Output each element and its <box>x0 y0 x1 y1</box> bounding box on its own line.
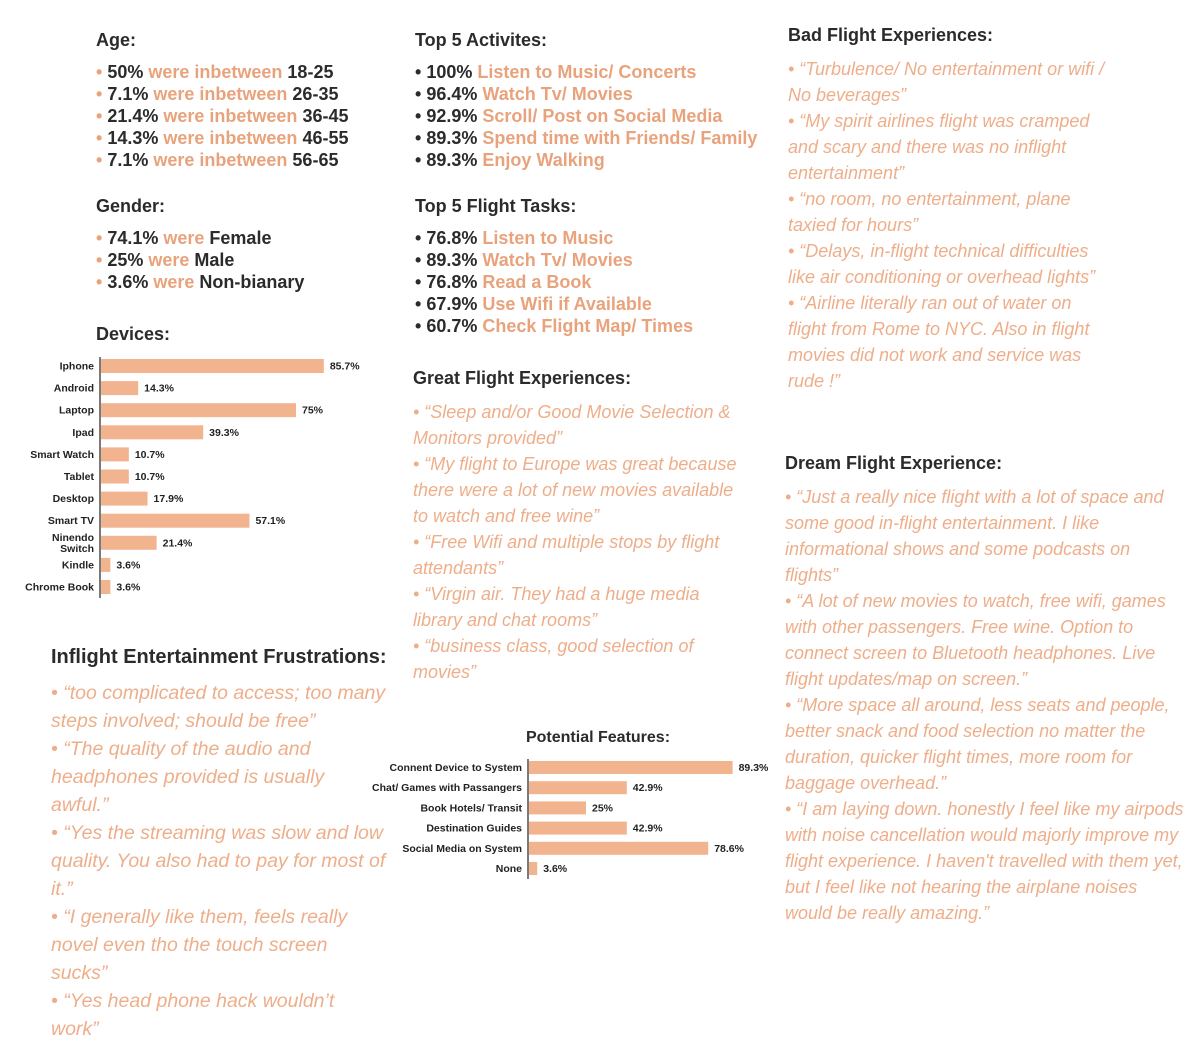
activity-item <box>415 149 757 171</box>
bullet: • <box>415 272 427 292</box>
bad-section <box>788 25 1108 394</box>
category-label: Smart TV <box>47 515 94 528</box>
bar <box>101 381 138 395</box>
quote-item: • “Turbulence/ No entertainment or wifi / No beverages” <box>788 59 1105 105</box>
data-label: 85.7% <box>329 360 360 373</box>
category-label: Connent Device to System <box>389 762 522 774</box>
activities-heading: Top 5 Activites: <box>415 30 548 50</box>
category-label: Desktop <box>52 493 94 506</box>
data-label: 89.3% <box>738 762 769 774</box>
activities-list <box>415 61 757 171</box>
activity-pct: 100% <box>426 62 473 82</box>
great-quotes <box>413 399 753 685</box>
bullet: • <box>96 106 108 126</box>
age-text: were inbetween <box>163 128 298 148</box>
gender-value: Non-bianary <box>199 272 305 292</box>
category-label: Iphone <box>59 360 94 373</box>
data-label: 3.6% <box>543 863 568 875</box>
gender-heading: Gender: <box>96 196 166 216</box>
activity-label: Scroll/ Post on Social Media <box>482 106 723 126</box>
gender-text: were <box>153 272 195 292</box>
features-title-wrap <box>480 729 716 747</box>
activity-label: Watch Tv/ Movies <box>482 84 633 104</box>
bullet: • <box>96 250 108 270</box>
task-label: Watch Tv/ Movies <box>482 250 633 270</box>
category-label: Social Media on System <box>402 842 522 855</box>
frustrations-quotes <box>51 679 386 1043</box>
bullet: • <box>96 84 108 104</box>
gender-list <box>96 227 304 293</box>
frustrations-section <box>51 646 386 1043</box>
age-text: were inbetween <box>153 150 288 170</box>
age-range: 26-35 <box>292 84 339 104</box>
great-heading: Great Flight Experiences: <box>413 368 632 388</box>
quote-item: • “business class, good selection of movies” <box>413 636 694 682</box>
flight-tasks-heading: Top 5 Flight Tasks: <box>415 196 577 216</box>
age-range: 56-65 <box>292 150 339 170</box>
task-pct: 76.8% <box>426 228 478 248</box>
age-pct: 14.3% <box>107 128 159 148</box>
quote-item: • “A lot of new movies to watch, free wifi, games with other passengers. Free wine. Option to connect screen to Bluetooth headphones. Live flight updates/map on screen.” <box>785 591 1166 689</box>
activity-pct: 89.3% <box>426 150 478 170</box>
bullet: • <box>415 294 427 314</box>
age-text: were inbetween <box>148 62 283 82</box>
features-chart <box>360 756 780 880</box>
quote-item: • “Free Wifi and multiple stops by flight attendants” <box>413 532 720 578</box>
activities-section <box>415 30 757 171</box>
bar <box>101 492 148 506</box>
bar <box>529 761 733 774</box>
gender-item <box>96 227 304 249</box>
data-label: 39.3% <box>209 426 239 439</box>
task-pct: 89.3% <box>426 250 478 270</box>
activity-pct: 89.3% <box>426 128 478 148</box>
activity-item <box>415 105 757 127</box>
bullet: • <box>96 272 108 292</box>
category-label: Chrome Book <box>25 581 94 594</box>
bar <box>101 425 203 439</box>
data-label: 75% <box>302 404 324 417</box>
bad-heading: Bad Flight Experiences: <box>788 25 994 45</box>
task-label: Read a Book <box>482 272 592 292</box>
bullet: • <box>415 228 427 248</box>
data-label: 17.9% <box>153 493 184 506</box>
age-pct: 7.1% <box>107 150 149 170</box>
bar <box>101 403 296 417</box>
task-item <box>415 271 693 293</box>
bullet: • <box>415 62 427 82</box>
bullet: • <box>415 84 427 104</box>
gender-text: were <box>163 228 205 248</box>
age-pct: 21.4% <box>107 106 159 126</box>
category-label: Kindle <box>61 559 94 572</box>
bar <box>101 580 110 594</box>
data-label: 42.9% <box>632 822 663 835</box>
task-item <box>415 227 693 249</box>
bullet: • <box>96 128 108 148</box>
gender-value: Female <box>209 228 272 248</box>
bullet: • <box>415 150 427 170</box>
bar <box>101 514 249 528</box>
age-text: were inbetween <box>153 84 288 104</box>
data-label: 42.9% <box>632 782 663 795</box>
dream-section <box>785 453 1185 926</box>
data-label: 3.6% <box>116 559 141 572</box>
bar <box>529 842 708 855</box>
bar <box>101 359 324 373</box>
bad-quotes <box>788 56 1108 394</box>
category-label: Android <box>53 382 94 395</box>
category-label: Tablet <box>63 471 94 483</box>
dream-heading: Dream Flight Experience: <box>785 453 1003 473</box>
task-label: Use Wifi if Available <box>482 294 652 314</box>
bar <box>529 781 627 794</box>
task-pct: 60.7% <box>426 316 478 336</box>
data-label: 25% <box>592 802 614 815</box>
bullet: • <box>415 106 427 126</box>
category-label: Chat/ Games with Passangers <box>372 782 522 795</box>
gender-text: were <box>148 250 190 270</box>
bar <box>101 536 157 550</box>
bullet: • <box>415 250 427 270</box>
task-item <box>415 249 693 271</box>
frustrations-heading: Inflight Entertainment Frustrations: <box>51 646 387 668</box>
category-label: Smart Watch <box>30 448 94 461</box>
data-label: 10.7% <box>134 448 165 461</box>
gender-pct: 74.1% <box>107 228 159 248</box>
age-pct: 7.1% <box>107 84 149 104</box>
gender-item <box>96 271 304 293</box>
data-label: 14.3% <box>144 382 174 395</box>
task-item <box>415 293 693 315</box>
task-label: Listen to Music <box>482 228 614 248</box>
great-section <box>413 368 753 685</box>
quote-item: • “Delays, in-flight technical difficulties like air conditioning or overhead lights” <box>788 241 1096 287</box>
category-label: Destination Guides <box>426 822 522 835</box>
task-label: Check Flight Map/ Times <box>482 316 694 336</box>
quote-item: • “I am laying down. honestly I feel like my airpods with noise cancellation would majorly improve my flight experience. I haven't travelled with them yet, but I feel like not hearing the airplane noises would be really amazing.” <box>785 799 1184 923</box>
activity-label: Spend time with Friends/ Family <box>482 128 758 148</box>
activity-pct: 96.4% <box>426 84 478 104</box>
bullet: • <box>415 316 427 336</box>
bar <box>101 447 129 461</box>
gender-value: Male <box>194 250 235 270</box>
age-section <box>96 30 348 171</box>
devices-heading: Devices: <box>96 324 171 344</box>
category-label: Ninendo <box>52 531 94 544</box>
data-label: 57.1% <box>255 515 286 528</box>
flight-tasks-list <box>415 227 693 337</box>
activity-item <box>415 83 757 105</box>
quote-item: • “Virgin air. They had a huge media library and chat rooms” <box>413 584 700 630</box>
quote-item: • “Yes head phone hack wouldn’t work” <box>51 990 335 1040</box>
data-label: 78.6% <box>714 842 744 855</box>
age-heading: Age: <box>96 30 136 50</box>
category-label: Switch <box>60 542 94 555</box>
gender-pct: 25% <box>107 250 144 270</box>
data-label: 3.6% <box>116 581 141 594</box>
bullet: • <box>415 128 427 148</box>
category-label: Ipad <box>72 426 94 439</box>
age-item <box>96 149 348 171</box>
quote-item: • “Just a really nice flight with a lot of space and some good in-flight entertainment. I like informational shows and some podcasts on flights” <box>785 487 1164 585</box>
activity-pct: 92.9% <box>426 106 478 126</box>
gender-pct: 3.6% <box>107 272 149 292</box>
age-range: 36-45 <box>302 106 349 126</box>
gender-item <box>96 249 304 271</box>
activity-label: Enjoy Walking <box>482 150 605 170</box>
flight-tasks-section <box>415 196 693 337</box>
data-label: 10.7% <box>134 471 165 483</box>
bar <box>529 801 586 814</box>
category-label: Book Hotels/ Transit <box>420 802 522 815</box>
age-pct: 50% <box>107 62 144 82</box>
age-item <box>96 61 348 83</box>
age-list <box>96 61 348 171</box>
bullet: • <box>96 150 108 170</box>
category-label: None <box>495 863 522 875</box>
activity-item <box>415 127 757 149</box>
age-item <box>96 105 348 127</box>
age-item <box>96 127 348 149</box>
features-heading: Potential Features: <box>525 729 671 746</box>
quote-item: • “The quality of the audio and headphones provided is usually awful.” <box>51 738 325 816</box>
activity-label: Listen to Music/ Concerts <box>477 62 697 82</box>
quote-item: • “Sleep and/or Good Movie Selection & Monitors provided” <box>413 402 731 448</box>
bar <box>101 470 129 484</box>
task-pct: 76.8% <box>426 272 478 292</box>
devices-chart <box>20 352 380 602</box>
age-range: 18-25 <box>287 62 334 82</box>
age-item <box>96 83 348 105</box>
bar <box>529 822 627 835</box>
bullet: • <box>96 62 108 82</box>
quote-item: • “no room, no entertainment, plane taxied for hours” <box>788 189 1071 235</box>
bar <box>101 558 110 572</box>
quote-item: • “too complicated to access; too many steps involved; should be free” <box>51 682 386 732</box>
data-label: 21.4% <box>162 537 193 550</box>
devices-section <box>96 324 170 355</box>
gender-section <box>96 196 304 293</box>
quote-item: • “More space all around, less seats and people, better snack and food selection no matter the duration, quicker flight times, more room for baggage overhead.” <box>785 695 1170 793</box>
dream-quotes <box>785 484 1185 926</box>
quote-item: • “I generally like them, feels really novel even tho the touch screen sucks” <box>51 906 348 984</box>
quote-item: • “Airline literally ran out of water on flight from Rome to NYC. Also in flight movies did not work and service was rude !” <box>788 293 1090 391</box>
activity-item <box>415 61 757 83</box>
bar <box>529 862 537 875</box>
task-pct: 67.9% <box>426 294 478 314</box>
quote-item: • “My flight to Europe was great because there were a lot of new movies available to watch and free wine” <box>413 454 737 526</box>
age-text: were inbetween <box>163 106 298 126</box>
quote-item: • “My spirit airlines flight was cramped and scary and there was no inflight entertainment” <box>788 111 1090 183</box>
quote-item: • “Yes the streaming was slow and low quality. You also had to pay for most of it.” <box>51 822 386 900</box>
bullet: • <box>96 228 108 248</box>
category-label: Laptop <box>59 404 94 417</box>
age-range: 46-55 <box>302 128 349 148</box>
task-item <box>415 315 693 337</box>
